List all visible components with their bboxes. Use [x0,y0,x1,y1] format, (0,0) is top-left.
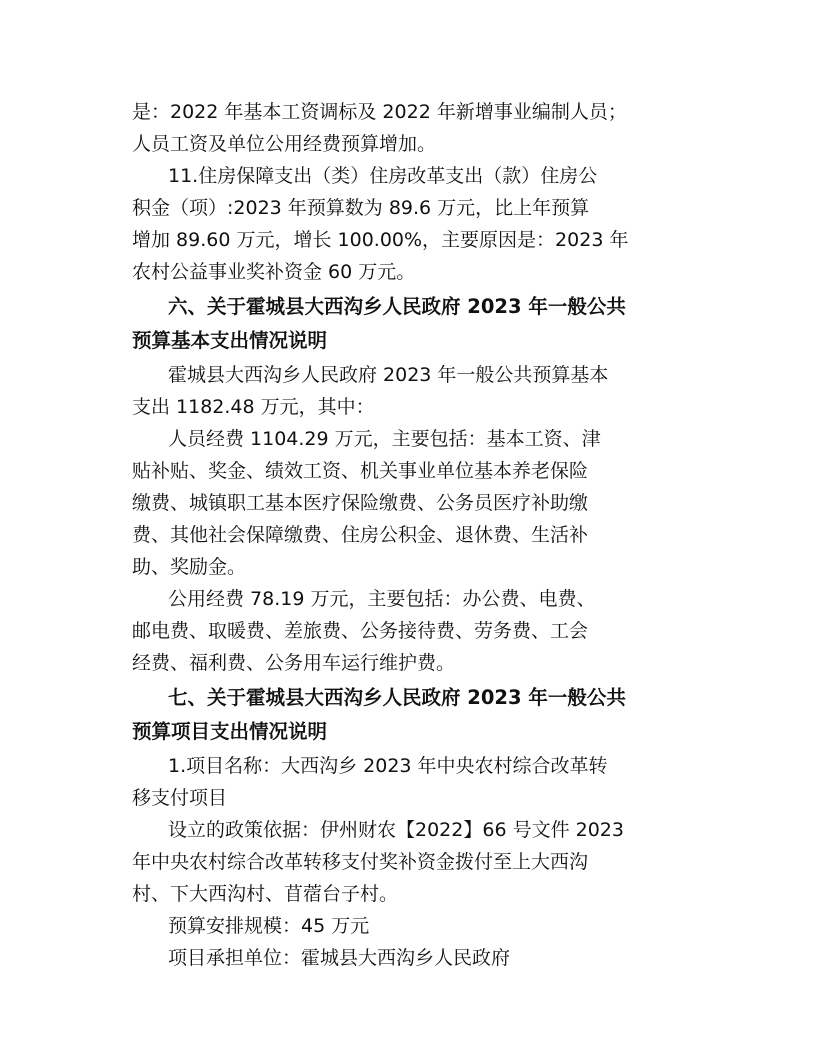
text-line: 设立的政策依据：伊州财农【2022】66 号文件 2023 [168,819,624,841]
text-line: 人员工资及单位公用经费预算增加。 [132,133,437,155]
text-line: 11.住房保障支出（类）住房改革支出（款）住房公 [168,165,598,187]
text-line: 是：2022 年基本工资调标及 2022 年新增事业编制人员； [132,101,627,123]
heading-line: 七、关于霍城县大西沟乡人民政府 2023 年一般公共 [168,686,626,709]
text-line: 公用经费 78.19 万元，主要包括：办公费、电费、 [168,588,596,610]
heading-line: 预算项目支出情况说明 [132,720,328,743]
text-line: 霍城县大西沟乡人民政府 2023 年一般公共预算基本 [168,364,609,386]
text-line: 缴费、城镇职工基本医疗保险缴费、公务员医疗补助缴 [132,492,589,514]
heading-line: 六、关于霍城县大西沟乡人民政府 2023 年一般公共 [168,295,626,318]
budget-scale: 预算安排规模：45 万元 [168,915,370,937]
text-line: 农村公益事业奖补资金 60 万元。 [132,261,416,283]
text-line: 增加 89.60 万元，增长 100.00%，主要原因是：2023 年 [132,229,629,251]
text-line: 助、奖励金。 [132,556,247,578]
text-line: 经费、福利费、公务用车运行维护费。 [132,652,456,674]
text-line: 移支付项目 [132,787,228,809]
undertaking-unit: 项目承担单位：霍城县大西沟乡人民政府 [168,947,511,969]
text-line: 村、下大西沟村、苜蓿台子村。 [132,883,399,905]
text-line: 1.项目名称：大西沟乡 2023 年中央农村综合改革转 [168,755,608,777]
text-line: 人员经费 1104.29 万元，主要包括：基本工资、津 [168,428,601,450]
text-line: 积金（项）:2023 年预算数为 89.6 万元，比上年预算 [132,197,590,219]
text-line: 费、其他社会保障缴费、住房公积金、退休费、生活补 [132,524,589,546]
text-line: 年中央农村综合改革转移支付奖补资金拨付至上大西沟 [132,851,589,873]
heading-line: 预算基本支出情况说明 [132,329,328,352]
text-line: 支出 1182.48 万元，其中： [132,396,375,418]
text-line: 邮电费、取暖费、差旅费、公务接待费、劳务费、工会 [132,620,589,642]
text-line: 贴补贴、奖金、绩效工资、机关事业单位基本养老保险 [132,460,589,482]
